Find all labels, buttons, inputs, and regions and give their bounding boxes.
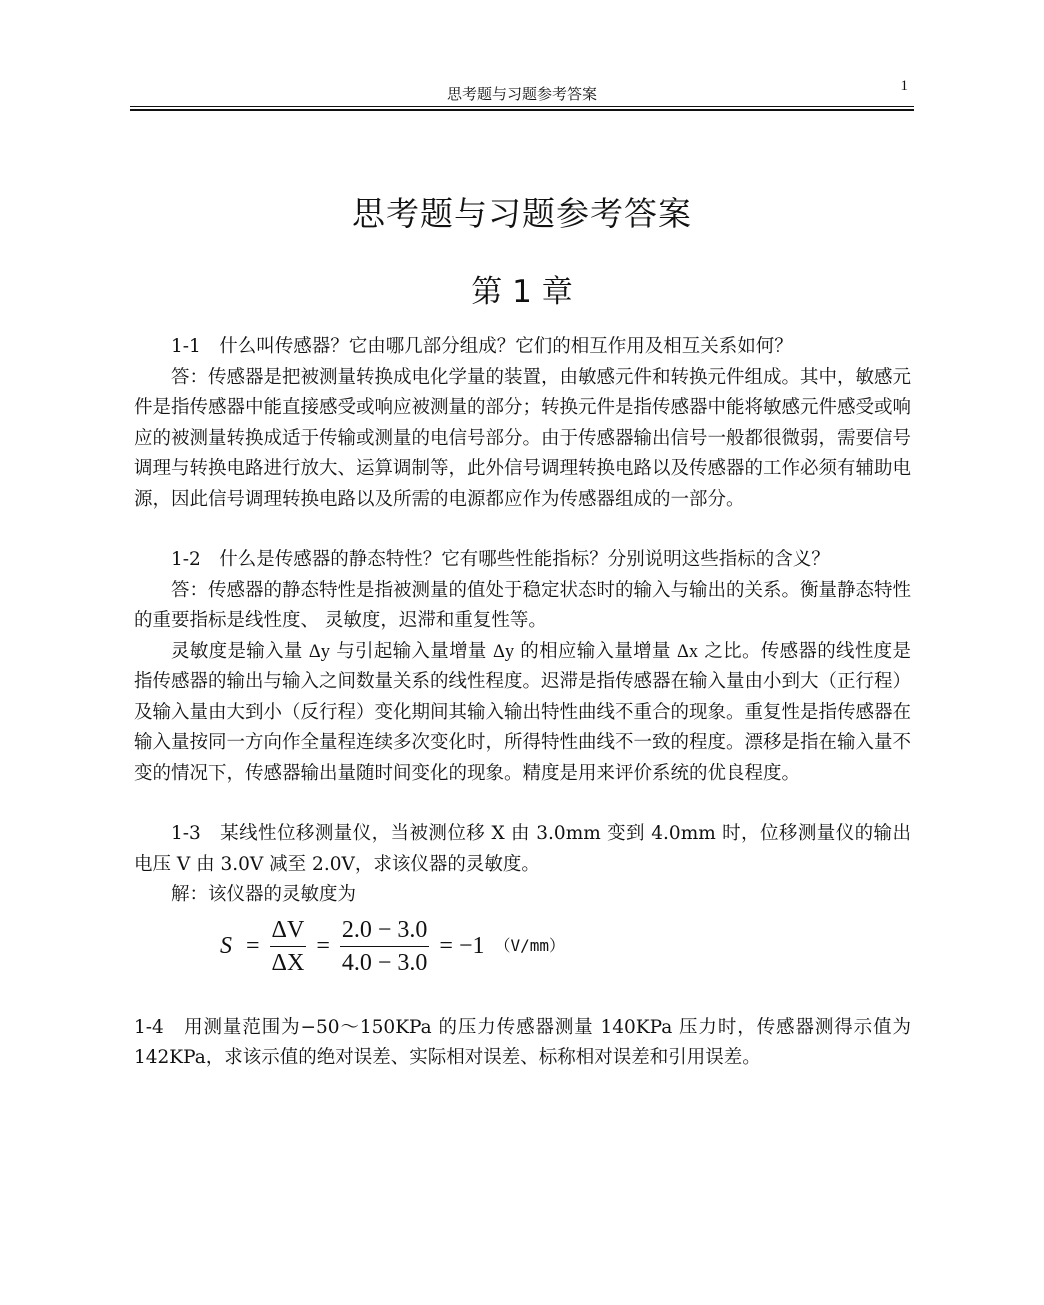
formula-result: −1	[458, 933, 485, 960]
solution-1-3: 解：该仪器的灵敏度为	[171, 884, 357, 905]
delta-y-symbol: Δy	[492, 641, 515, 662]
paragraph-gap	[134, 515, 911, 545]
answer-1-1: 答：传感器是把被测量转换成电化学量的装置，由敏感元件和转换元件组成。其中，敏感元件是指传感器中能直接感受或响应被测量的部分；转换元件是指传感器中能将敏感元件感受或响应的被测量转换成适于传输或测量的电信号部分。由于传感器输出信号一般都很微弱，需要信号调理与转换电路进行放大、运算调制等，此外信号调理转换电路以及传感器的工作必须有辅助电源，因此信号调理转换电路以及所需的电源都应作为传感器组成的一部分。	[134, 366, 912, 510]
delta-x-symbol: Δx	[677, 641, 699, 662]
fraction-denominator: 4.0 − 3.0	[341, 950, 428, 976]
sensitivity-formula	[220, 911, 911, 983]
running-header-title: 思考题与习题参考答案	[446, 85, 597, 103]
answer-1-2-detail	[134, 637, 911, 790]
page-number: 1	[900, 78, 908, 94]
formula-fraction-values	[340, 915, 430, 978]
question-1-1: 1-1 什么叫传感器？它由哪几部分组成？它们的相互作用及相互关系如何？	[171, 336, 793, 357]
running-header	[130, 78, 914, 104]
question-1-2: 1-2 什么是传感器的静态特性？它有哪些性能指标？分别说明这些指标的含义？	[171, 549, 830, 570]
detail-text-c: 的相应输入量增量	[514, 640, 678, 662]
body-text	[134, 332, 911, 1074]
delta-y-symbol: Δy	[308, 641, 331, 662]
fraction-numerator: ΔV	[270, 915, 307, 947]
question-1-3: 1-3 某线性位移测量仪，当被测位移 X 由 3.0mm 变到 4.0mm 时，位移测量仪的输出电压 V 由 3.0V 减至 2.0V，求该仪器的灵敏度。	[134, 823, 911, 875]
fraction-denominator: ΔX	[271, 950, 305, 976]
formula-equals: =	[316, 933, 330, 960]
document-title: 思考题与习题参考答案	[352, 194, 692, 233]
answer-1-2: 答：传感器的静态特性是指被测量的值处于稳定状态时的输入与输出的关系。衡量静态特性的重要指标是线性度、 灵敏度，迟滞和重复性等。	[134, 579, 912, 631]
paragraph-gap	[134, 983, 911, 1013]
detail-text-b: 与引起输入量增量	[330, 640, 493, 662]
question-1-4: 1-4 用测量范围为−50～150KPa 的压力传感器测量 140KPa 压力时，传感器测得示值为 142KPa，求该示值的绝对误差、实际相对误差、标称相对误差和引用误差。	[134, 1016, 911, 1068]
header-rule-thick	[130, 109, 914, 111]
detail-text-a: 灵敏度是输入量	[171, 640, 309, 662]
detail-text-d: 之比。传感器的线性度是指传感器的输出与输入之间数量关系的线性程度。迟滞是指传感器在输入量由小到大（正行程）及输入量由大到小（反行程）变化期间其输入输出特性曲线不重合的现象。重复性是指传感器在输入量按同一方向作全量程连续多次变化时，所得特性曲线不一致的程度。漂移是指在输入量不变的情况下，传感器输出量随时间变化的现象。精度是用来评价系统的优良程度。	[134, 640, 912, 784]
formula-fraction-delta	[270, 915, 307, 978]
formula-lhs: S	[220, 933, 232, 960]
paragraph-gap	[134, 789, 911, 819]
formula-equals: =	[246, 933, 260, 960]
chapter-title: 第 1 章	[471, 274, 573, 310]
fraction-numerator: 2.0 − 3.0	[340, 915, 430, 947]
header-rule-thin	[130, 106, 914, 107]
formula-unit: （V/mm）	[494, 936, 566, 956]
formula-equals: =	[439, 933, 453, 960]
